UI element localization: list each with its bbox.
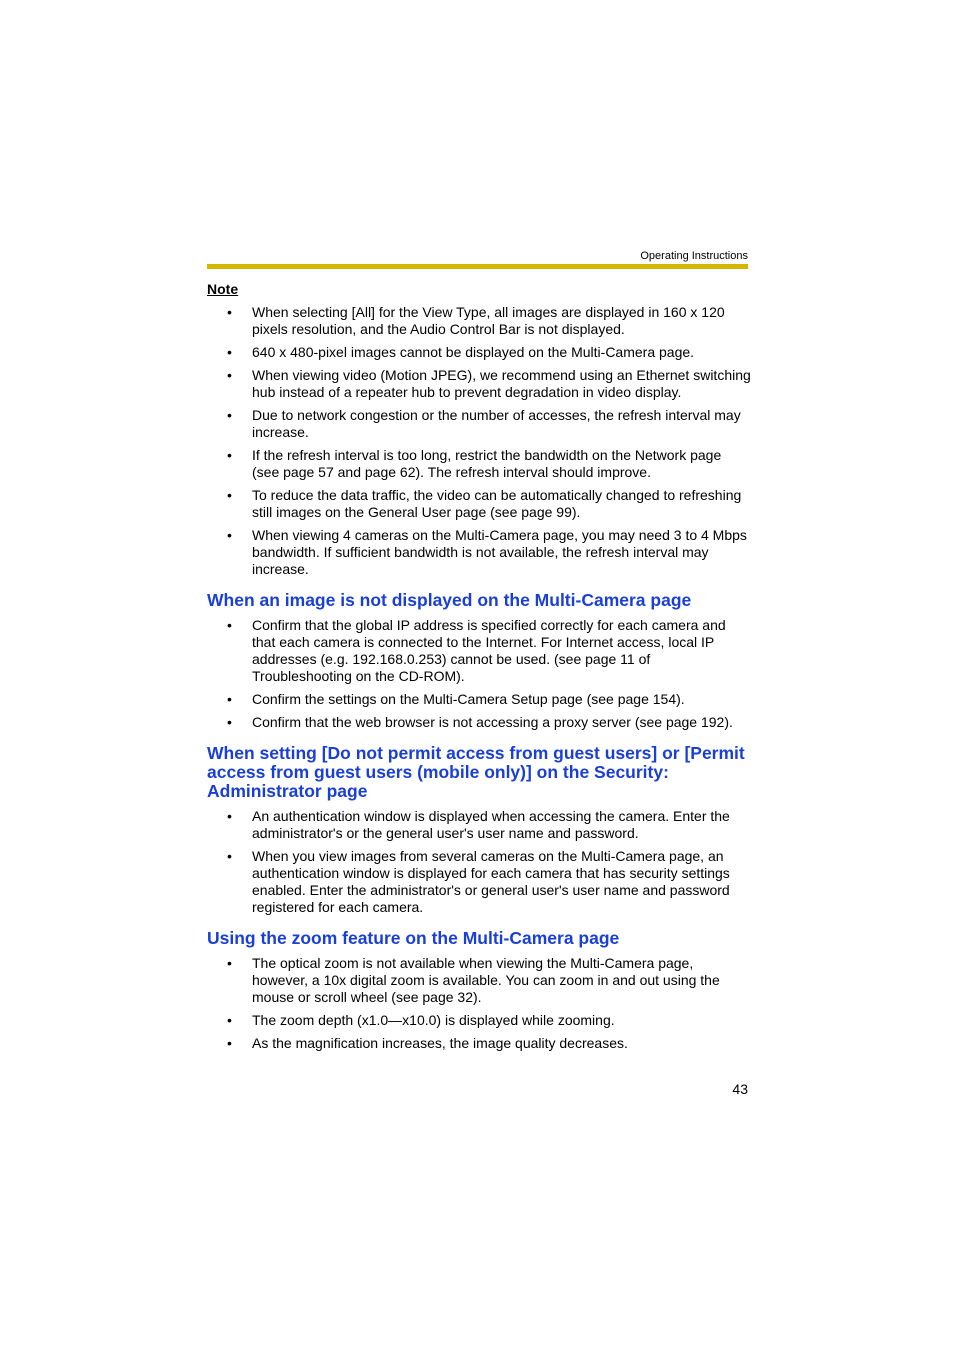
list-item-text: 640 x 480-pixel images cannot be displayed on the Multi-Camera page. [252,344,695,360]
list-item [207,848,752,916]
section-list [207,955,752,1052]
list-item-text: As the magnification increases, the image quality decreases. [252,1035,628,1051]
list-item [207,367,752,401]
running-header: Operating Instructions [640,250,748,262]
bullet-glyph: • [227,344,232,360]
bullet-glyph: • [227,808,232,824]
list-item-text: The optical zoom is not available when viewing the Multi-Camera page, however, a 10x digital zoom is available. You can zoom in and out using the mouse or scroll wheel (see page 32). [252,955,720,1005]
bullet-glyph: • [227,714,232,730]
list-item [207,407,752,441]
section-heading-image-not-displayed: When an image is not displayed on the Multi-Camera page [207,590,692,610]
list-item [207,344,752,361]
bullet-glyph: • [227,617,232,633]
bullet-glyph: • [227,848,232,864]
list-item [207,714,752,731]
note-list [207,304,752,578]
list-item [207,955,752,1006]
list-item-text: Confirm the settings on the Multi-Camera Setup page (see page 154). [252,691,685,707]
bullet-glyph: • [227,527,232,543]
header-rule [207,264,748,269]
list-item [207,808,752,842]
section-heading-zoom-feature: Using the zoom feature on the Multi-Camera page [207,928,620,948]
list-item-text: Due to network congestion or the number of accesses, the refresh interval may increase. [252,407,741,440]
list-item-text: Confirm that the web browser is not accessing a proxy server (see page 192). [252,714,733,730]
list-item [207,527,752,578]
bullet-glyph: • [227,407,232,423]
section-heading-security-admin: When setting [Do not permit access from guest users] or [Permit access from guest users (mobile only)] on the Security: Administrator page [207,743,745,801]
list-item [207,487,752,521]
list-item [207,1012,752,1029]
list-item-text: The zoom depth (x1.0—x10.0) is displayed while zooming. [252,1012,615,1028]
list-item-text: An authentication window is displayed when accessing the camera. Enter the administrator's or the general user's user name and password. [252,808,730,841]
list-item-text: When viewing 4 cameras on the Multi-Camera page, you may need 3 to 4 Mbps bandwidth. If sufficient bandwidth is not available, the refresh interval may increase. [252,527,747,577]
section-list [207,808,752,916]
list-item-text: Confirm that the global IP address is specified correctly for each camera and that each camera is connected to the Internet. For Internet access, local IP addresses (e.g. 192.168.0.253) cannot be used. (see page 11 of Troubleshooting on the CD-ROM). [252,617,726,684]
bullet-glyph: • [227,691,232,707]
note-title: Note [207,281,239,297]
list-item-text: If the refresh interval is too long, restrict the bandwidth on the Network page (see page 57 and page 62). The refresh interval should improve. [252,447,722,480]
list-item [207,447,752,481]
page-number: 43 [732,1081,748,1097]
list-item-text: When viewing video (Motion JPEG), we recommend using an Ethernet switching hub instead of a repeater hub to prevent degradation in video display. [252,367,751,400]
section-list [207,617,752,731]
bullet-glyph: • [227,447,232,463]
bullet-glyph: • [227,487,232,503]
list-item [207,691,752,708]
page-content [207,280,752,1058]
list-item-text: When you view images from several cameras on the Multi-Camera page, an authentication window is displayed for each camera that has security settings enabled. Enter the administrator's or general user's user name and password registered for each camera. [252,848,730,915]
list-item [207,617,752,685]
list-item [207,1035,752,1052]
list-item-text: When selecting [All] for the View Type, all images are displayed in 160 x 120 pixels resolution, and the Audio Control Bar is not displayed. [252,304,725,337]
bullet-glyph: • [227,304,232,320]
bullet-glyph: • [227,1035,232,1051]
list-item-text: To reduce the data traffic, the video can be automatically changed to refreshing still images on the General User page (see page 99). [252,487,742,520]
bullet-glyph: • [227,955,232,971]
bullet-glyph: • [227,1012,232,1028]
bullet-glyph: • [227,367,232,383]
list-item [207,304,752,338]
